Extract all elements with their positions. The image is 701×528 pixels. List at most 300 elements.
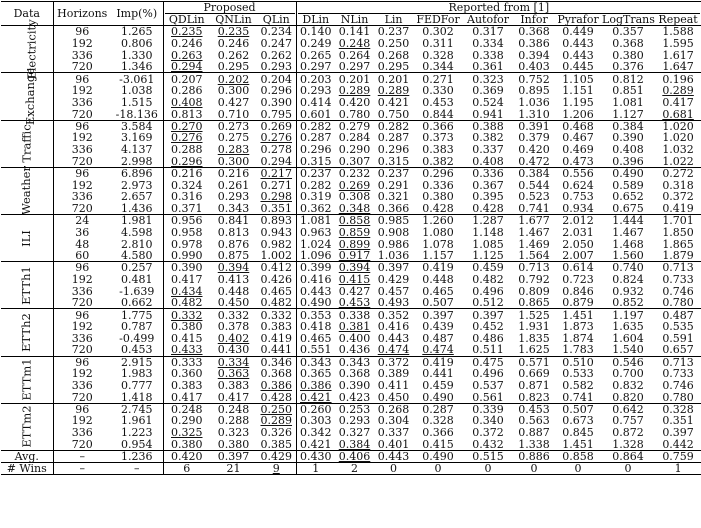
value-cell: 0.384	[612, 119, 644, 133]
imp-cell: 1.038	[111, 85, 163, 97]
header-method-pyrafor: Pyrafor	[555, 14, 601, 26]
value-cell: 0.858	[555, 450, 601, 462]
value-cell: 0.427	[217, 95, 250, 109]
value-cell: 0.733	[662, 272, 694, 286]
value-cell: 0.614	[562, 261, 594, 275]
value-cell: 0.893	[257, 215, 296, 227]
imp-cell: 0.257	[111, 262, 163, 274]
value-cell: 2	[335, 462, 374, 474]
value-cell: 0.713	[662, 355, 694, 369]
value-cell: 0.450	[210, 297, 257, 309]
value-cell: 0.351	[662, 414, 694, 428]
value-cell: 0.372	[662, 190, 694, 204]
value-cell: 0.589	[612, 178, 644, 192]
value-cell: 0.512	[463, 297, 513, 309]
value-cell: 1.157	[413, 250, 463, 262]
value-cell: 1.588	[662, 25, 694, 39]
value-cell: 0.293	[300, 84, 332, 98]
value-cell: 1.467	[518, 225, 550, 239]
value-cell: 1.080	[422, 225, 454, 239]
value-cell: 0.338	[472, 48, 504, 62]
table-row	[1, 73, 701, 85]
value-cell: 0.780	[335, 108, 374, 120]
dataset-label: ETTh2	[19, 313, 34, 352]
value-cell: 0.681	[655, 108, 701, 120]
value-cell: 0.384	[518, 167, 550, 180]
imp-cell: 1.236	[111, 450, 163, 462]
value-cell: 0.408	[612, 143, 644, 157]
value-cell: 1.036	[374, 250, 413, 262]
horizon-cell: –	[53, 450, 111, 462]
value-cell: 0.270	[171, 119, 203, 133]
value-cell: 0.453	[335, 297, 374, 309]
imp-cell: 1.961	[111, 415, 163, 427]
value-cell: 0.328	[662, 402, 694, 416]
header-method-qdlin: QDLin	[163, 14, 210, 26]
value-cell: 0.472	[513, 156, 555, 168]
value-cell: 0.366	[422, 426, 454, 440]
value-cell: 0.465	[300, 331, 332, 345]
header-method-qnlin: QNLin	[210, 14, 257, 26]
value-cell: 0.296	[163, 156, 210, 168]
horizon-cell: 24	[75, 214, 90, 228]
value-cell: 0.294	[257, 156, 296, 168]
imp-cell: 2.973	[111, 179, 163, 191]
horizon-cell: 96	[75, 261, 90, 275]
value-cell: 0.746	[662, 284, 694, 298]
dataset-label: ILI	[19, 229, 34, 247]
value-cell: 1.310	[513, 108, 555, 120]
value-cell: 0.416	[377, 320, 410, 334]
value-cell: 0.859	[338, 225, 371, 239]
value-cell: 0.443	[377, 331, 410, 345]
value-cell: 0	[513, 462, 555, 474]
value-cell: 1.635	[612, 320, 644, 334]
header-method-lin: Lin	[374, 14, 413, 26]
value-cell: 0.367	[472, 178, 504, 192]
value-cell: 0.246	[217, 36, 250, 50]
value-cell: 0.865	[513, 297, 555, 309]
horizon-cell: 96	[75, 402, 90, 416]
value-cell: 0.366	[422, 119, 454, 133]
value-cell: 0.832	[612, 379, 644, 393]
header-data: Data	[1, 2, 53, 26]
value-cell: 0.297	[335, 61, 374, 73]
value-cell: 1.560	[601, 250, 655, 262]
value-cell: 0.551	[296, 344, 335, 356]
value-cell: 0.524	[472, 95, 504, 109]
value-cell: 0.537	[472, 379, 504, 393]
value-cell: 0.408	[171, 95, 203, 109]
value-cell: 0.246	[171, 36, 203, 50]
value-cell: 0.268	[377, 402, 410, 416]
value-cell: 0.486	[472, 331, 504, 345]
value-cell: 0.490	[296, 297, 335, 309]
value-cell: 0.809	[518, 284, 550, 298]
value-cell: 0.380	[612, 48, 644, 62]
value-cell: 0.296	[300, 143, 332, 157]
table-row	[1, 179, 701, 191]
value-cell: 0.413	[217, 272, 250, 286]
value-cell: 0.956	[171, 214, 203, 228]
value-cell: 0.368	[518, 25, 550, 39]
imp-cell: 1.330	[111, 49, 163, 61]
value-cell: 0.750	[374, 108, 413, 120]
value-cell: 0.428	[463, 203, 513, 215]
header-proposed-label: Proposed	[165, 2, 295, 14]
value-cell: 0.465	[257, 285, 296, 297]
imp-cell: -0.499	[111, 333, 163, 345]
value-cell: 0.400	[338, 331, 371, 345]
value-cell: 1.328	[601, 439, 655, 451]
dataset-label: ETTm1	[19, 358, 34, 401]
value-cell: 0.297	[296, 61, 335, 73]
imp-cell: 0.954	[111, 439, 163, 451]
value-cell: 1.127	[601, 108, 655, 120]
value-cell: 0.333	[171, 355, 203, 369]
value-cell: 0.934	[555, 203, 601, 215]
table-row	[1, 156, 701, 168]
horizon-cell: 720	[53, 203, 111, 215]
value-cell: 1	[296, 462, 335, 474]
value-cell: 0.908	[377, 225, 410, 239]
value-cell: 0.417	[163, 392, 210, 404]
horizon-cell: 96	[75, 308, 90, 322]
value-cell: 0.216	[171, 167, 203, 180]
value-cell: 0.286	[171, 84, 203, 98]
value-cell: 0.864	[601, 450, 655, 462]
value-cell: 0.361	[463, 61, 513, 73]
value-cell: 0.420	[163, 450, 210, 462]
value-cell: 0.293	[257, 61, 296, 73]
horizon-cell: 720	[53, 439, 111, 451]
value-cell: 0.293	[217, 190, 250, 204]
imp-cell: 1.981	[111, 215, 163, 227]
value-cell: 0.248	[217, 402, 250, 416]
value-cell: 0.249	[300, 36, 332, 50]
horizon-cell: 720	[53, 297, 111, 309]
value-cell: 0.449	[562, 25, 594, 39]
value-cell: 0.324	[171, 178, 203, 192]
value-cell: 0.381	[338, 320, 371, 334]
value-cell: 0.402	[217, 331, 250, 345]
value-cell: 0.269	[257, 120, 296, 132]
value-cell: 0.217	[257, 167, 296, 179]
value-cell: 0.985	[377, 214, 410, 228]
value-cell: 0.380	[422, 190, 454, 204]
value-cell: 0.304	[377, 414, 410, 428]
value-cell: 0.544	[518, 178, 550, 192]
value-cell: 1.469	[518, 237, 550, 251]
value-cell: 0.753	[562, 190, 594, 204]
value-cell: 0.321	[377, 190, 410, 204]
value-cell: 0.556	[562, 167, 594, 180]
value-cell: 0.378	[217, 320, 250, 334]
value-cell: 0.289	[257, 415, 296, 427]
value-cell: 0.247	[257, 38, 296, 50]
value-cell: 0.332	[171, 308, 203, 322]
value-cell: 1.020	[662, 119, 694, 133]
value-cell: 0.535	[662, 320, 694, 334]
imp-cell: 0.777	[111, 380, 163, 392]
value-cell: 0.417	[171, 272, 203, 286]
horizon-cell: 720	[53, 108, 111, 120]
imp-cell: 2.915	[111, 356, 163, 368]
value-cell: 0.235	[217, 25, 250, 39]
horizon-cell: 192	[71, 414, 93, 428]
table-row	[1, 38, 701, 50]
value-cell: 1.874	[562, 331, 594, 345]
value-cell: 0.757	[612, 414, 644, 428]
value-cell: 0.713	[518, 261, 550, 275]
value-cell: 0.371	[163, 203, 210, 215]
value-cell: 0.336	[472, 167, 504, 180]
value-cell: 0.352	[377, 308, 410, 322]
imp-cell: -18.136	[111, 108, 163, 120]
value-cell: 0.203	[300, 72, 332, 86]
value-cell: 0.546	[612, 355, 644, 369]
horizon-cell: 192	[71, 367, 93, 381]
horizon-cell: 60	[53, 250, 111, 262]
value-cell: 0.288	[171, 143, 203, 157]
value-cell: 0.412	[257, 262, 296, 274]
value-cell: 0.415	[413, 439, 463, 451]
table-row	[1, 85, 701, 97]
value-cell: 0.383	[422, 143, 454, 157]
table-row	[1, 274, 701, 286]
value-cell: 1.197	[612, 308, 644, 322]
value-cell: 1.873	[562, 320, 594, 334]
value-cell: 0.487	[662, 308, 694, 322]
value-cell: 2.012	[562, 214, 594, 228]
imp-cell: 1.983	[111, 368, 163, 380]
value-cell: 0.372	[472, 426, 504, 440]
value-cell: 0.941	[463, 108, 513, 120]
value-cell: 0.287	[422, 402, 454, 416]
value-cell: 0.291	[377, 178, 410, 192]
dataset-label-cell	[1, 262, 53, 309]
value-cell: 0.383	[217, 379, 250, 393]
value-cell: 0.290	[338, 143, 371, 157]
table-row	[1, 380, 701, 392]
value-cell: 0.990	[163, 250, 210, 262]
value-cell: 0.397	[472, 308, 504, 322]
value-cell: 0.380	[171, 320, 203, 334]
horizon-cell: 96	[75, 167, 90, 180]
value-cell: 1.647	[655, 61, 701, 73]
value-cell: 0.362	[296, 203, 335, 215]
value-cell: 0.368	[257, 368, 296, 380]
value-cell: 0.428	[257, 392, 296, 404]
value-cell: 0.423	[335, 392, 374, 404]
table-row	[1, 167, 701, 179]
value-cell: 0.415	[338, 272, 371, 286]
value-cell: 0.465	[422, 284, 454, 298]
header-proposed	[163, 2, 296, 15]
value-cell: 0.399	[300, 261, 332, 275]
value-cell: 0.394	[518, 48, 550, 62]
value-cell: 0.300	[217, 84, 250, 98]
value-cell: 1.931	[518, 320, 550, 334]
value-cell: 0.298	[257, 191, 296, 203]
value-cell: 0.360	[171, 367, 203, 381]
value-cell: 0.342	[300, 426, 332, 440]
value-cell: 0.276	[257, 132, 296, 144]
value-cell: 0.343	[210, 203, 257, 215]
value-cell: 0.196	[662, 72, 694, 86]
value-cell: 0.283	[217, 143, 250, 157]
wins-row	[1, 462, 701, 474]
value-cell: 0.318	[662, 178, 694, 192]
value-cell: 0.334	[217, 355, 250, 369]
value-cell: 0.295	[210, 61, 257, 73]
value-cell: 0.411	[377, 379, 410, 393]
value-cell: 0.591	[662, 331, 694, 345]
value-cell: 0.420	[338, 95, 371, 109]
imp-cell: 1.265	[111, 26, 163, 38]
value-cell: 2.050	[562, 237, 594, 251]
value-cell: 0.420	[518, 143, 550, 157]
value-cell: 0.323	[472, 72, 504, 86]
value-cell: 0.289	[338, 84, 371, 98]
imp-cell: 1.515	[111, 97, 163, 109]
header-method-logtrans: LogTrans	[602, 13, 655, 27]
value-cell: 0.490	[413, 450, 463, 462]
value-cell: 0.325	[171, 426, 203, 440]
value-cell: 0.813	[163, 108, 210, 120]
value-cell: 0.417	[662, 95, 694, 109]
value-cell: 0	[374, 462, 413, 474]
value-cell: 2.007	[555, 250, 601, 262]
value-cell: 0.282	[300, 178, 332, 192]
value-cell: 0.474	[374, 344, 413, 356]
value-cell: 1.125	[463, 250, 513, 262]
table-row	[1, 321, 701, 333]
imp-cell: 0.662	[111, 297, 163, 309]
value-cell: 0.482	[257, 297, 296, 309]
value-cell: 0.496	[472, 284, 504, 298]
value-cell: 0.507	[413, 297, 463, 309]
value-cell: 0.382	[472, 131, 504, 145]
value-cell: 0.368	[612, 36, 644, 50]
header-horizons: Horizons	[53, 2, 111, 26]
imp-cell: 0.787	[111, 321, 163, 333]
value-cell: 0.395	[472, 190, 504, 204]
value-cell: 0.383	[171, 379, 203, 393]
value-cell: 0.376	[601, 61, 655, 73]
value-cell: 0.741	[555, 392, 601, 404]
value-cell: 0.414	[300, 95, 332, 109]
value-cell: 1.032	[662, 143, 694, 157]
value-cell: 0.642	[612, 402, 644, 416]
value-cell: 0.823	[513, 392, 555, 404]
value-cell: 0.343	[338, 355, 371, 369]
table-row	[1, 297, 701, 309]
value-cell: 0.474	[413, 344, 463, 356]
value-cell: 0.315	[374, 156, 413, 168]
value-cell: 0.394	[338, 261, 371, 275]
value-cell: 0.415	[171, 331, 203, 345]
value-cell: 0.340	[472, 414, 504, 428]
value-cell: 0.348	[335, 203, 374, 215]
dataset-label: Weather	[19, 166, 34, 216]
value-cell: 0.669	[518, 367, 550, 381]
value-cell: 0.282	[300, 119, 332, 133]
value-cell: 0.373	[422, 131, 454, 145]
value-cell: 0.282	[377, 119, 410, 133]
value-cell: 0.487	[422, 331, 454, 345]
value-cell: 0.397	[210, 450, 257, 462]
horizon-cell: 192	[71, 36, 93, 50]
horizon-cell: 96	[75, 72, 90, 86]
value-cell: 0.363	[217, 367, 250, 381]
dataset-label: Electricity	[24, 19, 39, 80]
horizon-cell: 720	[53, 392, 111, 404]
header-method-repeat: Repeat	[655, 14, 701, 26]
imp-cell: 0.481	[111, 274, 163, 286]
value-cell: 0.385	[257, 439, 296, 451]
value-cell: 0.443	[374, 450, 413, 462]
value-cell: 0	[463, 462, 513, 474]
value-cell: 0.958	[171, 225, 203, 239]
imp-cell: –	[111, 462, 163, 474]
value-cell: 0.248	[338, 36, 371, 50]
dataset-label: ETTm2	[19, 405, 34, 448]
table-row	[1, 439, 701, 451]
value-cell: 0.237	[377, 25, 410, 39]
value-cell: 0.427	[338, 284, 371, 298]
value-cell: 0.469	[562, 143, 594, 157]
value-cell: 0.561	[463, 392, 513, 404]
value-cell: 1.879	[655, 250, 701, 262]
table-row	[1, 97, 701, 109]
value-cell: 0.457	[377, 284, 410, 298]
value-cell: 0.295	[374, 61, 413, 73]
value-cell: 0.401	[374, 439, 413, 451]
value-cell: 0.429	[257, 450, 296, 462]
wins-row-label: # Wins	[1, 462, 53, 474]
value-cell: 1.451	[555, 439, 601, 451]
value-cell: 1.206	[555, 108, 601, 120]
value-cell: 1.260	[422, 214, 454, 228]
value-cell: 0.366	[374, 203, 413, 215]
value-cell: 0.723	[562, 272, 594, 286]
value-cell: 0.978	[171, 237, 203, 251]
dataset-label-cell	[1, 215, 53, 262]
value-cell: 1.468	[612, 237, 644, 251]
value-cell: 0.140	[300, 25, 332, 39]
value-cell: 0.490	[413, 392, 463, 404]
value-cell: 0.430	[296, 450, 335, 462]
value-cell: 0.740	[612, 261, 644, 275]
imp-cell: 3.584	[111, 120, 163, 132]
value-cell: 0	[413, 462, 463, 474]
value-cell: 0.216	[217, 167, 250, 180]
value-cell: 0.871	[518, 379, 550, 393]
value-cell: 1.002	[257, 250, 296, 262]
imp-cell: 3.169	[111, 132, 163, 144]
value-cell: 1.151	[562, 84, 594, 98]
value-cell: 0.846	[562, 284, 594, 298]
value-cell: 0.332	[217, 308, 250, 322]
value-cell: 6	[163, 462, 210, 474]
value-cell: 0.271	[257, 179, 296, 191]
value-cell: 0.493	[374, 297, 413, 309]
header-method-qlin: QLin	[257, 14, 296, 26]
dataset-label-cell	[1, 356, 53, 403]
value-cell: 0.390	[612, 131, 644, 145]
value-cell: 0.317	[472, 25, 504, 39]
